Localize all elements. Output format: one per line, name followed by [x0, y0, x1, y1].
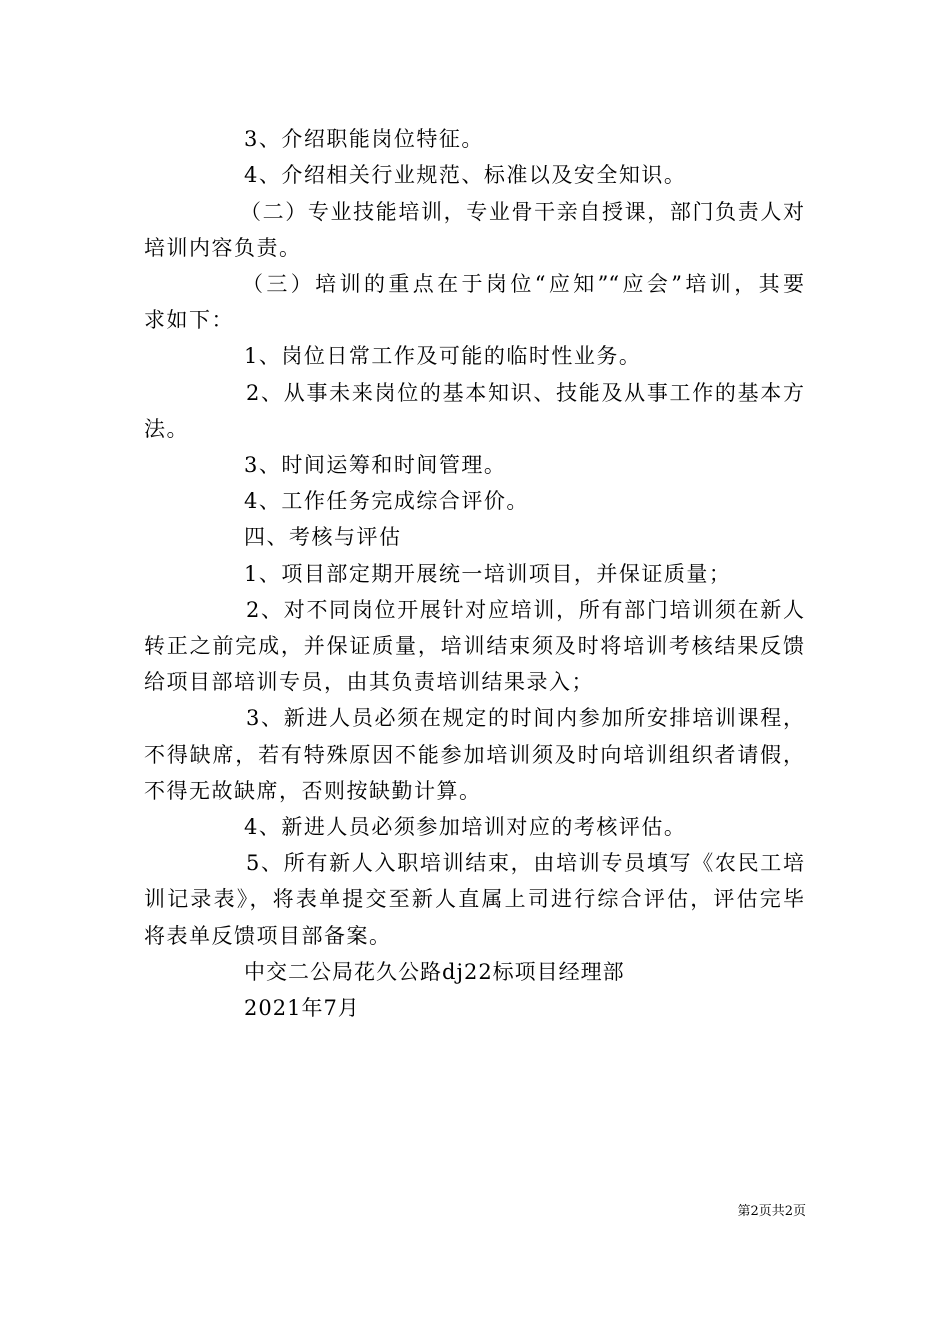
signature-date: 2021年7月 [244, 996, 360, 1020]
section-heading-assessment: 四、考核与评估 [244, 525, 402, 549]
list-item-1-daily-work: 1、岗位日常工作及可能的临时性业务。 [244, 344, 642, 368]
list-item-2-basic-knowledge-line2: 法。 [144, 417, 189, 441]
list-item-5-record-form-line3: 将表单反馈项目部备案。 [144, 924, 392, 948]
list-item-2-targeted-training-line2: 转正之前完成，并保证质量，培训结束须及时将培训考核结果反馈 [144, 634, 804, 658]
list-item-3-attendance-line3: 不得无故缺席，否则按缺勤计算。 [144, 779, 482, 803]
list-item-2-basic-knowledge-line1: 2、从事未来岗位的基本知识、技能及从事工作的基本方 [246, 381, 804, 405]
list-item-5-record-form-line1: 5、所有新人入职培训结束，由培训专员填写《农民工培 [246, 851, 804, 875]
list-item-3-attendance-line2: 不得缺席，若有特殊原因不能参加培训须及时向培训组织者请假， [144, 743, 804, 767]
list-item-1-unified-training: 1、项目部定期开展统一培训项目，并保证质量； [244, 562, 732, 586]
list-item-2-targeted-training-line1: 2、对不同岗位开展针对应培训，所有部门培训须在新人 [246, 598, 804, 622]
paragraph-training-focus-line2: 求如下： [144, 308, 234, 332]
list-item-2-targeted-training-line3: 给项目部培训专员，由其负责培训结果录入； [144, 670, 594, 694]
paragraph-training-focus-line1: （三）培训的重点在于岗位“应知”“应会”培训，其要 [242, 272, 804, 296]
list-item-3-attendance-line1: 3、新进人员必须在规定的时间内参加所安排培训课程， [246, 706, 804, 730]
page-number: 第2页共2页 [737, 1204, 806, 1219]
list-item-4-industry-standards: 4、介绍相关行业规范、标准以及安全知识。 [244, 163, 687, 187]
paragraph-professional-training-line1: （二）专业技能培训，专业骨干亲自授课，部门负责人对 [240, 200, 804, 224]
list-item-3-job-features: 3、介绍职能岗位特征。 [244, 127, 484, 151]
list-item-5-record-form-line2: 训记录表》，将表单提交至新人直属上司进行综合评估，评估完毕 [144, 887, 804, 911]
paragraph-professional-training-line2: 培训内容负责。 [144, 236, 302, 260]
signature-organization: 中交二公局花久公路dj22标项目经理部 [244, 960, 625, 984]
list-item-3-time-management: 3、时间运筹和时间管理。 [244, 453, 507, 477]
list-item-4-assessment: 4、新进人员必须参加培训对应的考核评估。 [244, 815, 687, 839]
list-item-4-task-evaluation: 4、工作任务完成综合评价。 [244, 489, 529, 513]
